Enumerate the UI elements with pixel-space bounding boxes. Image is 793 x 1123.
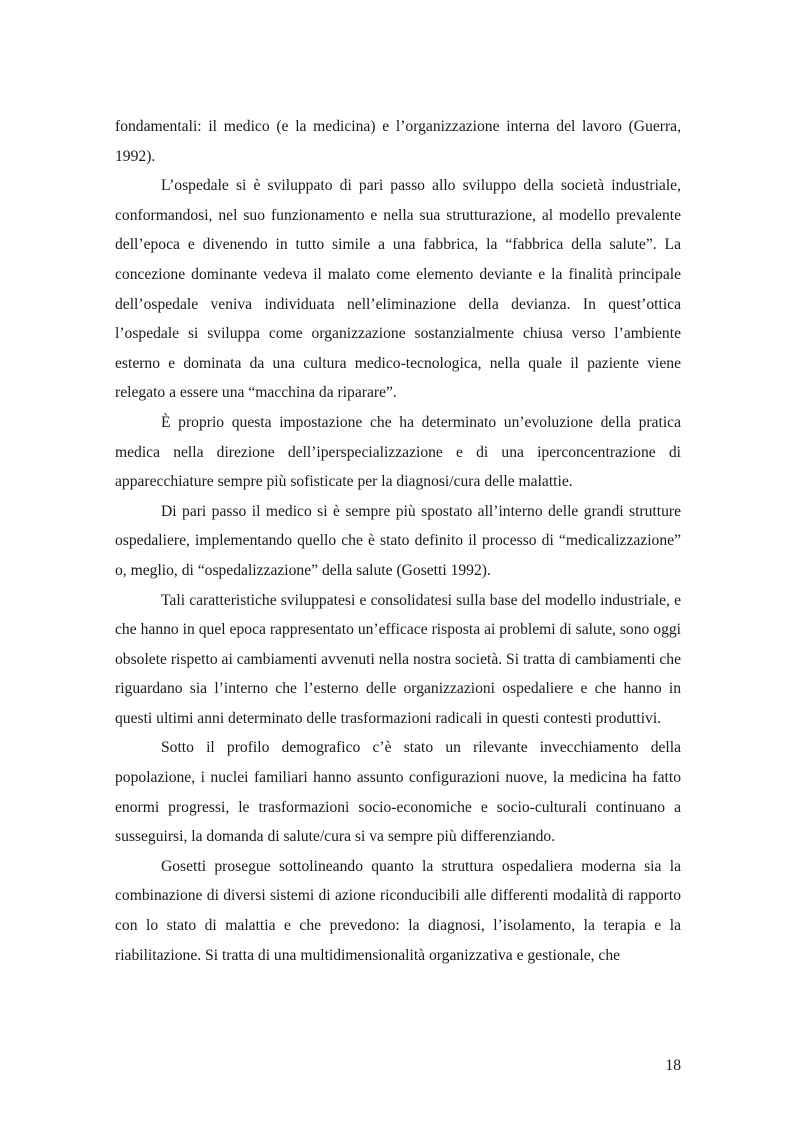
paragraph-1: fondamentali: il medico (e la medicina) e l’organizzazione interna del lavoro (Guerra, 1992). bbox=[115, 118, 681, 165]
paragraph-3: È proprio questa impostazione che ha determinato un’evoluzione della pratica medica nella direzione dell’iperspecializzazione e di una iperconcentrazione di apparecchiature sempre più sofisticate per la diagnosi/cura delle malattie. bbox=[115, 413, 681, 491]
page-body bbox=[115, 112, 681, 970]
page-number: 18 bbox=[665, 1057, 681, 1074]
paragraph-7: Gosetti prosegue sottolineando quanto la struttura ospedaliera moderna sia la combinazione di diversi sistemi di azione riconducibili alle differenti modalità di rapporto con lo stato di malattia e che prevedono: la diagnosi, l’isolamento, la terapia e la riabilitazione. Si tratta di una multidimensionalità organizzativa e gestionale, che bbox=[115, 857, 681, 964]
paragraph-2: L’ospedale si è sviluppato di pari passo allo sviluppo della società industriale, conformandosi, nel suo funzionamento e nella sua strutturazione, al modello prevalente dell’epoca e divenendo in tutto simile a una fabbrica, la “fabbrica della salute”. La concezione dominante vedeva il malato come elemento deviante e la finalità principale dell’ospedale veniva individuata nell’eliminazione della devianza. In quest’ottica l’ospedale si sviluppa come organizzazione sostanzialmente chiusa verso l’ambiente esterno e dominata da una cultura medico-tecnologica, nella quale il paziente viene relegato a essere una “macchina da riparare”. bbox=[115, 177, 681, 402]
paragraph-4: Di pari passo il medico si è sempre più spostato all’interno delle grandi strutture ospedaliere, implementando quello che è stato definito il processo di “medicalizzazione” o, meglio, di “ospedalizzazione” della salute (Gosetti 1992). bbox=[115, 502, 681, 579]
paragraph-5: Tali caratteristiche sviluppatesi e consolidatesi sulla base del modello industriale, e che hanno in quel epoca rappresentato un’efficace risposta ai problemi di salute, sono oggi obsolete rispetto ai cambiamenti avvenuti nella nostra società. Si tratta di cambiamenti che riguardano sia l’interno che l’esterno delle organizzazioni ospedaliere e che hanno in questi ultimi anni determinato delle trasformazioni radicali in questi contesti produttivi. bbox=[115, 591, 681, 727]
paragraph-6: Sotto il profilo demografico c’è stato un rilevante invecchiamento della popolazione, i nuclei familiari hanno assunto configurazioni nuove, la medicina ha fatto enormi progressi, le trasformazioni socio-economiche e socio-culturali continuano a susseguirsi, la domanda di salute/cura si va sempre più differenziando. bbox=[115, 739, 681, 846]
